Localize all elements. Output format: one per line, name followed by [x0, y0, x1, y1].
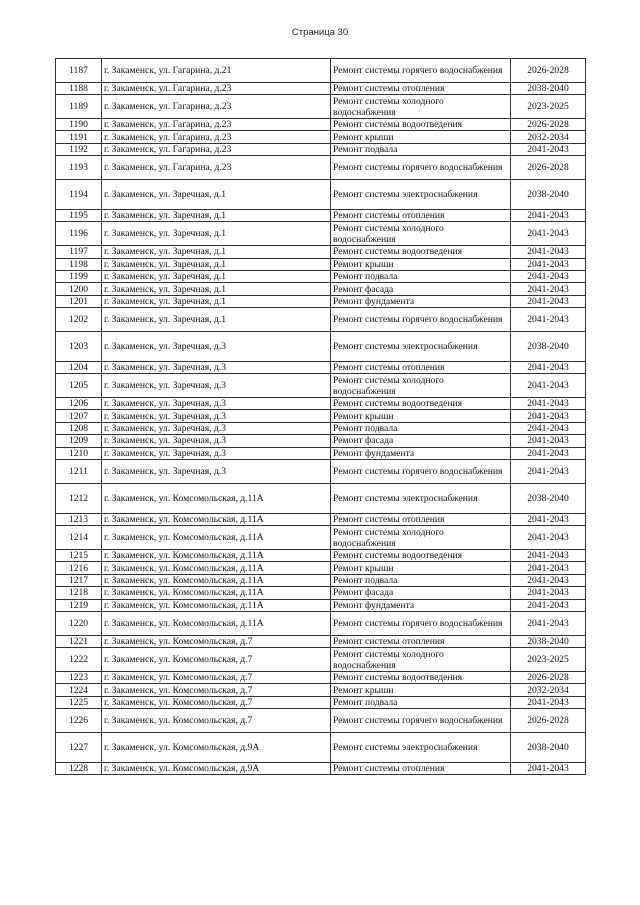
table-row — [56, 222, 586, 246]
table-row — [56, 684, 586, 696]
period-cell: 2041-2043 — [511, 422, 586, 434]
work-type-cell: Ремонт системы отопления — [331, 361, 511, 373]
table-row — [56, 270, 586, 282]
row-number-cell: 1198 — [56, 258, 102, 270]
address-cell: г. Закаменск, ул. Комсомольская, д.11А — [102, 550, 331, 562]
work-type-cell: Ремонт системы водоотведения — [331, 671, 511, 683]
period-cell: 2038-2040 — [511, 635, 586, 647]
work-type-cell: Ремонт системы горячего водоснабжения — [331, 308, 511, 332]
row-number-cell: 1195 — [56, 209, 102, 221]
work-type-cell: Ремонт фасада — [331, 587, 511, 599]
period-cell: 2041-2043 — [511, 222, 586, 246]
work-type-cell: Ремонт подвала — [331, 696, 511, 708]
address-cell: г. Закаменск, ул. Комсомольская, д.11А — [102, 562, 331, 574]
work-type-cell: Ремонт системы отопления — [331, 762, 511, 774]
work-type-cell: Ремонт системы горячего водоснабжения — [331, 709, 511, 733]
row-number-cell: 1222 — [56, 648, 102, 672]
work-type-cell: Ремонт системы отопления — [331, 209, 511, 221]
table-row — [56, 156, 586, 180]
work-type-cell: Ремонт крыши — [331, 410, 511, 422]
period-cell: 2041-2043 — [511, 143, 586, 155]
period-cell: 2041-2043 — [511, 361, 586, 373]
table-row — [56, 283, 586, 295]
page-number-label: Страница 30 — [291, 27, 349, 38]
table-row — [56, 361, 586, 373]
table-row — [56, 308, 586, 332]
table-row — [56, 179, 586, 209]
address-cell: г. Закаменск, ул. Заречная, д.1 — [102, 258, 331, 270]
address-cell: г. Закаменск, ул. Заречная, д.3 — [102, 422, 331, 434]
work-type-cell: Ремонт крыши — [331, 258, 511, 270]
address-cell: г. Закаменск, ул. Заречная, д.1 — [102, 179, 331, 209]
table-row — [56, 709, 586, 733]
table-row — [56, 671, 586, 683]
address-cell: г. Закаменск, ул. Заречная, д.1 — [102, 308, 331, 332]
address-cell: г. Закаменск, ул. Заречная, д.3 — [102, 398, 331, 410]
address-cell: г. Закаменск, ул. Комсомольская, д.7 — [102, 709, 331, 733]
work-type-cell: Ремонт крыши — [331, 562, 511, 574]
row-number-cell: 1225 — [56, 696, 102, 708]
work-type-cell: Ремонт системы отопления — [331, 513, 511, 525]
period-cell: 2023-2025 — [511, 95, 586, 119]
table-row — [56, 447, 586, 459]
work-type-cell: Ремонт системы горячего водоснабжения — [331, 59, 511, 83]
row-number-cell: 1190 — [56, 118, 102, 130]
address-cell: г. Закаменск, ул. Гагарина, д.23 — [102, 131, 331, 143]
table-row — [56, 143, 586, 155]
row-number-cell: 1207 — [56, 410, 102, 422]
table-row — [56, 435, 586, 447]
row-number-cell: 1228 — [56, 762, 102, 774]
address-cell: г. Закаменск, ул. Заречная, д.3 — [102, 374, 331, 398]
address-cell: г. Закаменск, ул. Заречная, д.1 — [102, 295, 331, 307]
work-type-cell: Ремонт системы холодного водоснабжения — [331, 648, 511, 672]
period-cell: 2041-2043 — [511, 550, 586, 562]
row-number-cell: 1210 — [56, 447, 102, 459]
row-number-cell: 1209 — [56, 435, 102, 447]
period-cell: 2041-2043 — [511, 574, 586, 586]
period-cell: 2041-2043 — [511, 696, 586, 708]
work-type-cell: Ремонт системы электроснабжения — [331, 732, 511, 762]
work-type-cell: Ремонт системы водоотведения — [331, 398, 511, 410]
period-cell: 2038-2040 — [511, 179, 586, 209]
address-cell: г. Закаменск, ул. Комсомольская, д.11А — [102, 574, 331, 586]
work-type-cell: Ремонт крыши — [331, 131, 511, 143]
address-cell: г. Закаменск, ул. Комсомольская, д.11А — [102, 599, 331, 611]
period-cell: 2026-2028 — [511, 59, 586, 83]
table-row — [56, 374, 586, 398]
work-type-cell: Ремонт системы электроснабжения — [331, 179, 511, 209]
work-type-cell: Ремонт системы электроснабжения — [331, 331, 511, 361]
row-number-cell: 1220 — [56, 611, 102, 635]
period-cell: 2041-2043 — [511, 526, 586, 550]
work-type-cell: Ремонт системы электроснабжения — [331, 483, 511, 513]
row-number-cell: 1224 — [56, 684, 102, 696]
address-cell: г. Закаменск, ул. Комсомольская, д.7 — [102, 635, 331, 647]
address-cell: г. Закаменск, ул. Комсомольская, д.11А — [102, 526, 331, 550]
table-row — [56, 483, 586, 513]
work-type-cell: Ремонт системы холодного водоснабжения — [331, 222, 511, 246]
row-number-cell: 1189 — [56, 95, 102, 119]
address-cell: г. Закаменск, ул. Заречная, д.1 — [102, 222, 331, 246]
row-number-cell: 1199 — [56, 270, 102, 282]
address-cell: г. Закаменск, ул. Комсомольская, д.7 — [102, 648, 331, 672]
period-cell: 2032-2034 — [511, 131, 586, 143]
table-row — [56, 59, 586, 83]
row-number-cell: 1204 — [56, 361, 102, 373]
period-cell: 2038-2040 — [511, 732, 586, 762]
work-type-cell: Ремонт системы водоотведения — [331, 246, 511, 258]
work-type-cell: Ремонт системы горячего водоснабжения — [331, 156, 511, 180]
row-number-cell: 1212 — [56, 483, 102, 513]
table-row — [56, 331, 586, 361]
row-number-cell: 1187 — [56, 59, 102, 83]
period-cell: 2041-2043 — [511, 374, 586, 398]
address-cell: г. Закаменск, ул. Комсомольская, д.7 — [102, 671, 331, 683]
period-cell: 2041-2043 — [511, 308, 586, 332]
row-number-cell: 1216 — [56, 562, 102, 574]
period-cell: 2041-2043 — [511, 447, 586, 459]
address-cell: г. Закаменск, ул. Комсомольская, д.11А — [102, 513, 331, 525]
row-number-cell: 1221 — [56, 635, 102, 647]
work-type-cell: Ремонт фундамента — [331, 447, 511, 459]
row-number-cell: 1191 — [56, 131, 102, 143]
address-cell: г. Закаменск, ул. Гагарина, д.23 — [102, 156, 331, 180]
work-type-cell: Ремонт системы холодного водоснабжения — [331, 95, 511, 119]
period-cell: 2041-2043 — [511, 209, 586, 221]
table-row — [56, 732, 586, 762]
period-cell: 2026-2028 — [511, 709, 586, 733]
row-number-cell: 1206 — [56, 398, 102, 410]
table-row — [56, 410, 586, 422]
table-row — [56, 246, 586, 258]
table-row — [56, 131, 586, 143]
work-type-cell: Ремонт системы отопления — [331, 82, 511, 94]
row-number-cell: 1197 — [56, 246, 102, 258]
work-type-cell: Ремонт фундамента — [331, 599, 511, 611]
work-type-cell: Ремонт крыши — [331, 684, 511, 696]
period-cell: 2041-2043 — [511, 562, 586, 574]
work-type-cell: Ремонт подвала — [331, 422, 511, 434]
period-cell: 2041-2043 — [511, 762, 586, 774]
work-type-cell: Ремонт системы холодного водоснабжения — [331, 374, 511, 398]
period-cell: 2038-2040 — [511, 82, 586, 94]
address-cell: г. Закаменск, ул. Заречная, д.1 — [102, 283, 331, 295]
period-cell: 2041-2043 — [511, 246, 586, 258]
work-type-cell: Ремонт системы холодного водоснабжения — [331, 526, 511, 550]
table-row — [56, 209, 586, 221]
row-number-cell: 1217 — [56, 574, 102, 586]
row-number-cell: 1213 — [56, 513, 102, 525]
table-row — [56, 635, 586, 647]
table-row — [56, 574, 586, 586]
address-cell: г. Закаменск, ул. Гагарина, д.23 — [102, 143, 331, 155]
work-type-cell: Ремонт системы отопления — [331, 635, 511, 647]
period-cell: 2041-2043 — [511, 435, 586, 447]
period-cell: 2041-2043 — [511, 258, 586, 270]
table-row — [56, 599, 586, 611]
period-cell: 2038-2040 — [511, 483, 586, 513]
table-row — [56, 648, 586, 672]
row-number-cell: 1193 — [56, 156, 102, 180]
row-number-cell: 1211 — [56, 460, 102, 484]
period-cell: 2041-2043 — [511, 398, 586, 410]
row-number-cell: 1215 — [56, 550, 102, 562]
row-number-cell: 1218 — [56, 587, 102, 599]
work-type-cell: Ремонт подвала — [331, 574, 511, 586]
address-cell: г. Закаменск, ул. Заречная, д.3 — [102, 460, 331, 484]
repair-works-table-body — [56, 59, 586, 775]
period-cell: 2041-2043 — [511, 599, 586, 611]
work-type-cell: Ремонт системы водоотведения — [331, 118, 511, 130]
address-cell: г. Закаменск, ул. Заречная, д.1 — [102, 209, 331, 221]
address-cell: г. Закаменск, ул. Комсомольская, д.7 — [102, 684, 331, 696]
period-cell: 2041-2043 — [511, 283, 586, 295]
table-row — [56, 82, 586, 94]
address-cell: г. Закаменск, ул. Гагарина, д.23 — [102, 118, 331, 130]
row-number-cell: 1203 — [56, 331, 102, 361]
table-row — [56, 550, 586, 562]
period-cell: 2041-2043 — [511, 460, 586, 484]
row-number-cell: 1194 — [56, 179, 102, 209]
row-number-cell: 1223 — [56, 671, 102, 683]
period-cell: 2038-2040 — [511, 331, 586, 361]
work-type-cell: Ремонт фасада — [331, 435, 511, 447]
work-type-cell: Ремонт фундамента — [331, 295, 511, 307]
table-row — [56, 118, 586, 130]
row-number-cell: 1208 — [56, 422, 102, 434]
address-cell: г. Закаменск, ул. Гагарина, д.23 — [102, 95, 331, 119]
period-cell: 2041-2043 — [511, 270, 586, 282]
work-type-cell: Ремонт системы водоотведения — [331, 550, 511, 562]
address-cell: г. Закаменск, ул. Заречная, д.1 — [102, 246, 331, 258]
work-type-cell: Ремонт фасада — [331, 283, 511, 295]
table-row — [56, 398, 586, 410]
table-row — [56, 611, 586, 635]
address-cell: г. Закаменск, ул. Гагарина, д.23 — [102, 82, 331, 94]
table-row — [56, 460, 586, 484]
period-cell: 2041-2043 — [511, 587, 586, 599]
table-row — [56, 526, 586, 550]
period-cell: 2041-2043 — [511, 295, 586, 307]
address-cell: г. Закаменск, ул. Комсомольская, д.9А — [102, 762, 331, 774]
repair-works-table — [55, 58, 586, 775]
table-row — [56, 562, 586, 574]
period-cell: 2041-2043 — [511, 410, 586, 422]
row-number-cell: 1205 — [56, 374, 102, 398]
row-number-cell: 1196 — [56, 222, 102, 246]
period-cell: 2041-2043 — [511, 513, 586, 525]
address-cell: г. Закаменск, ул. Заречная, д.3 — [102, 447, 331, 459]
work-type-cell: Ремонт подвала — [331, 143, 511, 155]
table-row — [56, 422, 586, 434]
table-row — [56, 258, 586, 270]
address-cell: г. Закаменск, ул. Заречная, д.1 — [102, 270, 331, 282]
address-cell: г. Закаменск, ул. Комсомольская, д.11А — [102, 587, 331, 599]
row-number-cell: 1227 — [56, 732, 102, 762]
address-cell: г. Закаменск, ул. Комсомольская, д.9А — [102, 732, 331, 762]
address-cell: г. Закаменск, ул. Комсомольская, д.11А — [102, 483, 331, 513]
address-cell: г. Закаменск, ул. Комсомольская, д.11А — [102, 611, 331, 635]
table-row — [56, 95, 586, 119]
work-type-cell: Ремонт подвала — [331, 270, 511, 282]
period-cell: 2023-2025 — [511, 648, 586, 672]
row-number-cell: 1200 — [56, 283, 102, 295]
row-number-cell: 1219 — [56, 599, 102, 611]
address-cell: г. Закаменск, ул. Заречная, д.3 — [102, 331, 331, 361]
period-cell: 2041-2043 — [511, 611, 586, 635]
table-row — [56, 696, 586, 708]
address-cell: г. Закаменск, ул. Заречная, д.3 — [102, 435, 331, 447]
period-cell: 2026-2028 — [511, 118, 586, 130]
work-type-cell: Ремонт системы горячего водоснабжения — [331, 611, 511, 635]
period-cell: 2032-2034 — [511, 684, 586, 696]
row-number-cell: 1226 — [56, 709, 102, 733]
period-cell: 2026-2028 — [511, 156, 586, 180]
table-row — [56, 295, 586, 307]
row-number-cell: 1188 — [56, 82, 102, 94]
row-number-cell: 1202 — [56, 308, 102, 332]
address-cell: г. Закаменск, ул. Гагарина, д.21 — [102, 59, 331, 83]
row-number-cell: 1214 — [56, 526, 102, 550]
address-cell: г. Закаменск, ул. Заречная, д.3 — [102, 361, 331, 373]
address-cell: г. Закаменск, ул. Заречная, д.3 — [102, 410, 331, 422]
row-number-cell: 1192 — [56, 143, 102, 155]
table-row — [56, 762, 586, 774]
work-type-cell: Ремонт системы горячего водоснабжения — [331, 460, 511, 484]
table-row — [56, 587, 586, 599]
address-cell: г. Закаменск, ул. Комсомольская, д.7 — [102, 696, 331, 708]
row-number-cell: 1201 — [56, 295, 102, 307]
period-cell: 2026-2028 — [511, 671, 586, 683]
table-row — [56, 513, 586, 525]
